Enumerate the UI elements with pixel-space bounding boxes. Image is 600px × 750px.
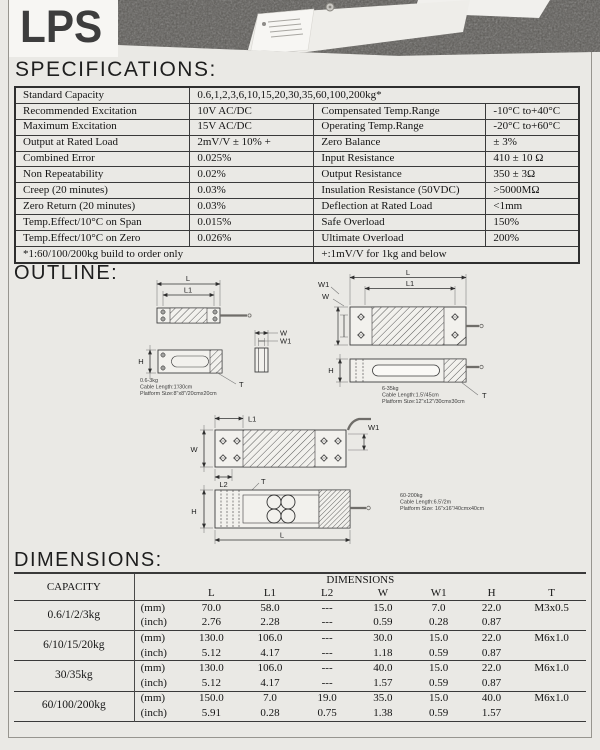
dim-cell: 1.18 [373,646,393,659]
photo-label-dot [262,22,266,26]
dim-cell: 15.0 [354,601,411,616]
spec-label: Operating Temp.Range [314,119,486,135]
dim-label-W1: W1 [318,280,330,289]
dim-label-H: H [191,507,197,516]
dim-cell: 5.12 [201,676,221,689]
spec-footnote-row [15,246,579,262]
dim-row-mm [14,601,586,616]
spec-row [15,167,579,183]
spec-label: Standard Capacity [15,87,190,103]
unit-label: (inch) [134,676,183,691]
dim-label-L1: L1 [183,285,193,295]
dim-cell: 1.57 [481,706,502,719]
spec-value: 0.015% [190,215,314,231]
dimensions-table [14,572,586,722]
spec-value: >5000MΩ [486,183,579,199]
dim-cell: 4.17 [260,676,280,689]
capacity-cell: 6/10/15/20kg [14,631,134,661]
dim-cell: 1.57 [373,676,393,689]
col-header-T: T [548,587,555,599]
spec-label: Ultimate Overload [314,231,486,247]
spec-value: 0.026% [190,231,314,247]
spec-row [15,103,579,119]
spec-row [15,135,579,151]
dim-cell: 4.17 [260,646,280,659]
dim-cell [517,676,586,691]
unit-label: (inch) [134,646,183,661]
dim-cell: 15.0 [411,661,465,676]
dim-label-L1: L1 [248,414,257,424]
unit-col-header [134,587,183,601]
outline-drawing-small [138,274,291,397]
spec-label: Combined Error [15,151,190,167]
spec-label: Creep (20 minutes) [15,183,190,199]
spec-value: <1mm [486,199,579,215]
dim-cell: 2.76 [201,616,221,629]
dim-label-L1: L1 [405,279,415,288]
page-border-left [8,0,9,737]
dim-cell: 22.0 [466,601,517,616]
outline-drawing-medium [318,268,487,405]
spec-row [15,183,579,199]
dim-label-L: L [185,274,191,283]
dim-label-H: H [328,366,334,375]
spec-label: Zero Return (20 minutes) [15,199,190,215]
spec-label: Temp.Effect/10°C on Span [15,215,190,231]
spec-label: Output at Rated Load [15,135,190,151]
dim-cell: 0.59 [429,706,449,719]
dim-cell: 2.28 [260,616,280,629]
dim-label-W: W [280,328,288,338]
photo-screw-slot [329,6,332,9]
dim-cell: 7.0 [240,691,300,706]
dim-cell: 0.28 [429,616,449,629]
spec-label: Deflection at Rated Load [314,199,486,215]
dim-cell: 35.0 [354,691,411,706]
spec-value: 350 ± 3Ω [486,167,579,183]
dim-cell: 70.0 [183,601,240,616]
spec-row [15,215,579,231]
dim-label-L: L [405,268,411,277]
dim-cell: 0.28 [260,706,280,719]
unit-label: (inch) [134,616,183,631]
dim-cell [517,616,586,631]
dim-row-mm [14,691,586,706]
dim-cell: --- [321,676,333,689]
spec-label: Output Resistance [314,167,486,183]
dim-cell: --- [300,601,354,616]
spec-value: 0.6,1,2,3,6,10,15,20,30,35,60,100,200kg* [190,87,579,103]
dim-label-L: L [279,530,285,540]
dim-label-W1: W1 [368,423,380,432]
dim-cell: 0.87 [481,676,502,689]
dim-cell: 7.0 [411,601,465,616]
caption-line: Cable Length:1.5'/45cm [382,392,439,399]
page-border-right [591,48,592,737]
unit-label: (inch) [134,706,183,721]
outline-drawing-large [190,415,484,545]
dim-cell: 22.0 [466,631,517,646]
dim-cell: 150.0 [183,691,240,706]
col-header-W: W [377,587,389,599]
spec-label: Temp.Effect/10°C on Zero [15,231,190,247]
col-header-L2: L2 [321,587,334,599]
unit-label: (mm) [134,601,183,616]
dim-label-T: T [482,391,487,400]
spec-value: 410 ± 10 Ω [486,151,579,167]
page-border-bottom [8,737,592,738]
dim-cell-thread: M6x1.0 [517,661,586,676]
spec-row [15,199,579,215]
dim-cell: 5.91 [201,706,221,719]
caption-line: 0.6-3kg [140,378,158,384]
dim-cell: 5.12 [201,646,221,659]
spec-row [15,119,579,135]
dim-row-mm [14,661,586,676]
dim-label-T: T [261,477,266,486]
spec-label: Insulation Resistance (50VDC) [314,183,486,199]
dim-label-T: T [239,380,244,389]
dim-cell: 0.87 [481,646,502,659]
caption-line: 6-35kg [382,386,399,392]
unit-label: (mm) [134,631,183,646]
dim-cell: 0.59 [429,646,449,659]
capacity-cell: 60/100/200kg [14,691,134,721]
spec-label: Compensated Temp.Range [314,103,486,119]
spec-value: 0.025% [190,151,314,167]
spec-row [15,231,579,247]
dim-label-L2: L2 [219,480,228,489]
photo-loadcell-face [250,9,314,55]
spec-value: 10V AC/DC [190,103,314,119]
dim-cell-thread: M6x1.0 [517,691,586,706]
outline-heading: OUTLINE: [14,262,119,284]
spec-value: 15V AC/DC [190,119,314,135]
dim-cell: --- [300,631,354,646]
product-photo-image [118,0,600,57]
caption-line: Cable Length:1'/30cm [140,384,193,391]
col-header-L1: L1 [263,587,277,599]
dim-cell: 0.59 [373,616,393,629]
capacity-header: CAPACITY [46,580,101,593]
dim-cell: 19.0 [300,691,354,706]
spec-value: 2mV/V ± 10% + [190,135,314,151]
dim-row-mm [14,631,586,646]
spec-value: 200% [486,231,579,247]
spec-label: Safe Overload [314,215,486,231]
dimensions-heading: DIMENSIONS: [14,549,163,571]
dim-cell: 22.0 [466,661,517,676]
caption-line: Platform Size:12"x12"/30cmx30cm [382,399,465,405]
col-header-W1: W1 [430,587,447,599]
spec-value: -10°C to+40°C [486,103,579,119]
dim-label-W: W [190,445,198,454]
caption-line: Platform Size: 16"x16"/40cmx40cm [400,506,485,512]
dim-cell: 40.0 [466,691,517,706]
spec-label: Recommended Excitation [15,103,190,119]
dim-cell [517,706,586,721]
dim-cell: 130.0 [183,631,240,646]
spec-value: 0.03% [190,183,314,199]
col-header-L: L [207,587,215,599]
unit-label: (mm) [134,661,183,676]
specifications-heading: SPECIFICATIONS: [15,58,217,81]
dim-cell: 0.75 [317,706,337,719]
caption-line: 60-200kg [400,493,423,499]
dim-cell: 106.0 [240,631,300,646]
dimensions-group-header: DIMENSIONS [134,573,586,587]
dim-cell [517,646,586,661]
capacity-cell: 0.6/1/2/3kg [14,601,134,631]
dim-cell: 0.87 [481,616,502,629]
capacity-cell: 30/35kg [14,661,134,691]
dim-cell: 30.0 [354,631,411,646]
spec-value: -20°C to+60°C [486,119,579,135]
dim-cell: --- [321,616,333,629]
dim-cell: 15.0 [411,691,465,706]
dim-cell: 130.0 [183,661,240,676]
spec-row [15,87,579,103]
product-title: LPS [20,1,103,52]
spec-label: Non Repeatability [15,167,190,183]
unit-label: (mm) [134,691,183,706]
dim-cell: 106.0 [240,661,300,676]
dim-cell: 15.0 [411,631,465,646]
dim-cell-thread: M6x1.0 [517,631,586,646]
caption-line: Cable Length:6.5'/2m [400,499,452,506]
outline-drawings [10,268,590,570]
dim-cell: --- [321,646,333,659]
product-photo [118,0,600,57]
dim-cell: 1.38 [373,706,393,719]
dim-cell-thread: M3x0.5 [517,601,586,616]
dim-label-H: H [138,357,144,366]
col-header-H: H [487,587,496,599]
dim-header-row [14,573,586,587]
spec-row [15,151,579,167]
dim-cell: --- [300,661,354,676]
dim-label-W: W [322,292,330,301]
spec-label: Maximum Excitation [15,119,190,135]
spec-footnote-left: *1:60/100/200kg build to order only [15,246,314,262]
spec-value: ± 3% [486,135,579,151]
spec-value: 0.03% [190,199,314,215]
spec-value: 150% [486,215,579,231]
caption-line: Platform Size:8"x8"/20cmx20cm [140,391,217,397]
spec-label: Zero Balance [314,135,486,151]
dim-cell: 58.0 [240,601,300,616]
dim-cell: 0.59 [429,676,449,689]
spec-footnote-right: +:1mV/V for 1kg and below [314,246,579,262]
dim-label-W1: W1 [280,336,292,346]
spec-label: Input Resistance [314,151,486,167]
spec-value: 0.02% [190,167,314,183]
specifications-table [14,86,580,264]
dim-cell: 40.0 [354,661,411,676]
